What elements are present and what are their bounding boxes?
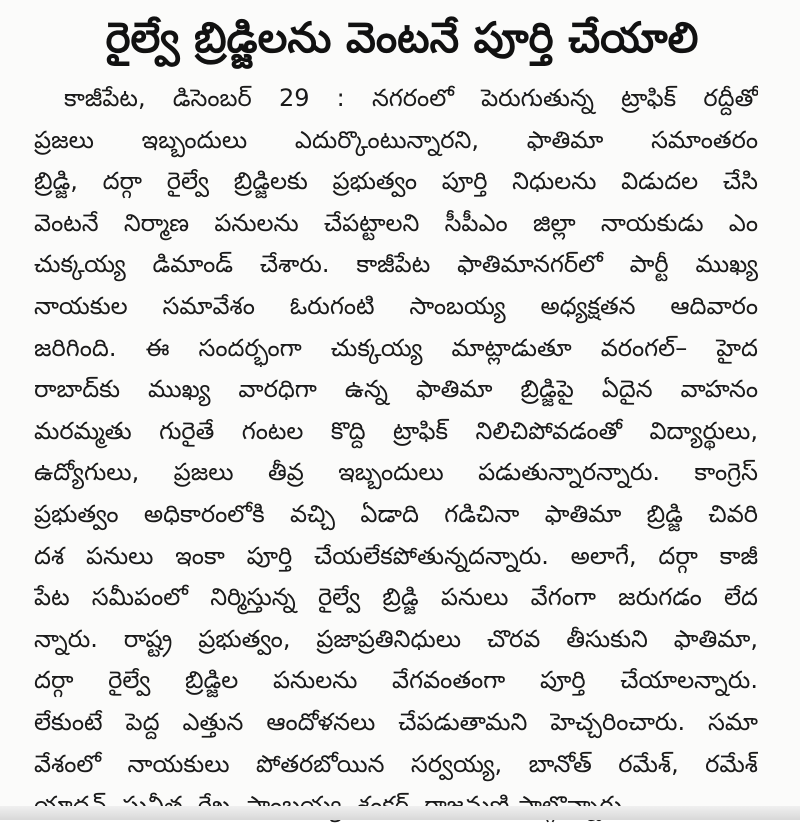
article-body xyxy=(34,78,758,827)
headline: రైల్వే బ్రిడ్జిలను వెంటనే పూర్తి చేయాలి xyxy=(105,13,699,62)
article-line: రాబాద్‌కు ముఖ్య వారధిగా ఉన్న ఫాతిమా బ్రిడ్జిపై ఏదైన వాహనం xyxy=(34,375,758,404)
bottom-edge xyxy=(0,806,800,820)
article-line: న్నారు. రాష్ట్ర ప్రభుత్వం, ప్రజాప్రతినిధులు చొరవ తీసుకుని ఫాతిమా, xyxy=(34,624,758,653)
article-line: దర్గా రైల్వే బ్రిడ్జిల పనులను వేగవంతంగా పూర్తి చేయాలన్నారు. xyxy=(34,666,758,695)
article-line: లేకుంటే పెద్ద ఎత్తున ఆందోళనలు చేపడుతామని హెచ్చరించారు. సమా xyxy=(34,707,758,736)
article-line: మరమ్మతు గురైతే గంటల కొద్ది ట్రాఫిక్ నిలిచిపోవడంతో విద్యార్థులు, xyxy=(34,416,758,445)
article-line: నాయకుల సమావేశం ఓరుగంటి సాంబయ్య అధ్యక్షతన ఆదివారం xyxy=(34,291,758,320)
article-line: దశ పనులు ఇంకా పూర్తి చేయలేకపోతున్నదన్నారు. అలాగే, దర్గా కాజీ xyxy=(34,541,758,570)
article-line: వెంటనే నిర్మాణ పనులను చేపట్టాలని సీపీఎం జిల్లా నాయకుడు ఎం xyxy=(34,208,758,237)
article-line: ఉద్యోగులు, ప్రజలు తీవ్ర ఇబ్బందులు పడుతున్నారన్నారు. కాంగ్రెస్ xyxy=(34,458,758,487)
article-line: ప్రభుత్వం అధికారంలోకి వచ్చి ఏడాది గడిచినా ఫాతిమా బ్రిడ్జి చివరి xyxy=(34,499,758,528)
article-line: ప్రజలు ఇబ్బందులు ఎదుర్కొంటున్నారని, ఫాతిమా సమాంతరం xyxy=(34,125,758,154)
article-line: కాజీపేట, డిసెంబర్ 29 : నగరంలో పెరుగుతున్న ట్రాఫిక్ రద్దీతో xyxy=(64,84,758,112)
article-line: పేట సమీపంలో నిర్మిస్తున్న రైల్వే బ్రిడ్జి పనులు వేగంగా జరుగడం లేద xyxy=(34,583,758,612)
article-line: వేశంలో నాయకులు పోతరబోయిన సర్వయ్య, బానోత్ రమేశ్, రమేశ్ xyxy=(34,749,758,778)
article-line: చుక్కయ్య డిమాండ్ చేశారు. కాజీపేట ఫాతిమానగర్‌లో పార్టీ ముఖ్య xyxy=(34,250,758,279)
article-line: జరిగింది. ఈ సందర్భంగా చుక్కయ్య మాట్లాడుతూ వరంగల్– హైద xyxy=(34,333,758,362)
article-line: బ్రిడ్జి, దర్గా రైల్వే బ్రిడ్జిలకు ప్రభుత్వం పూర్తి నిధులను విడుదల చేసి xyxy=(34,167,758,196)
